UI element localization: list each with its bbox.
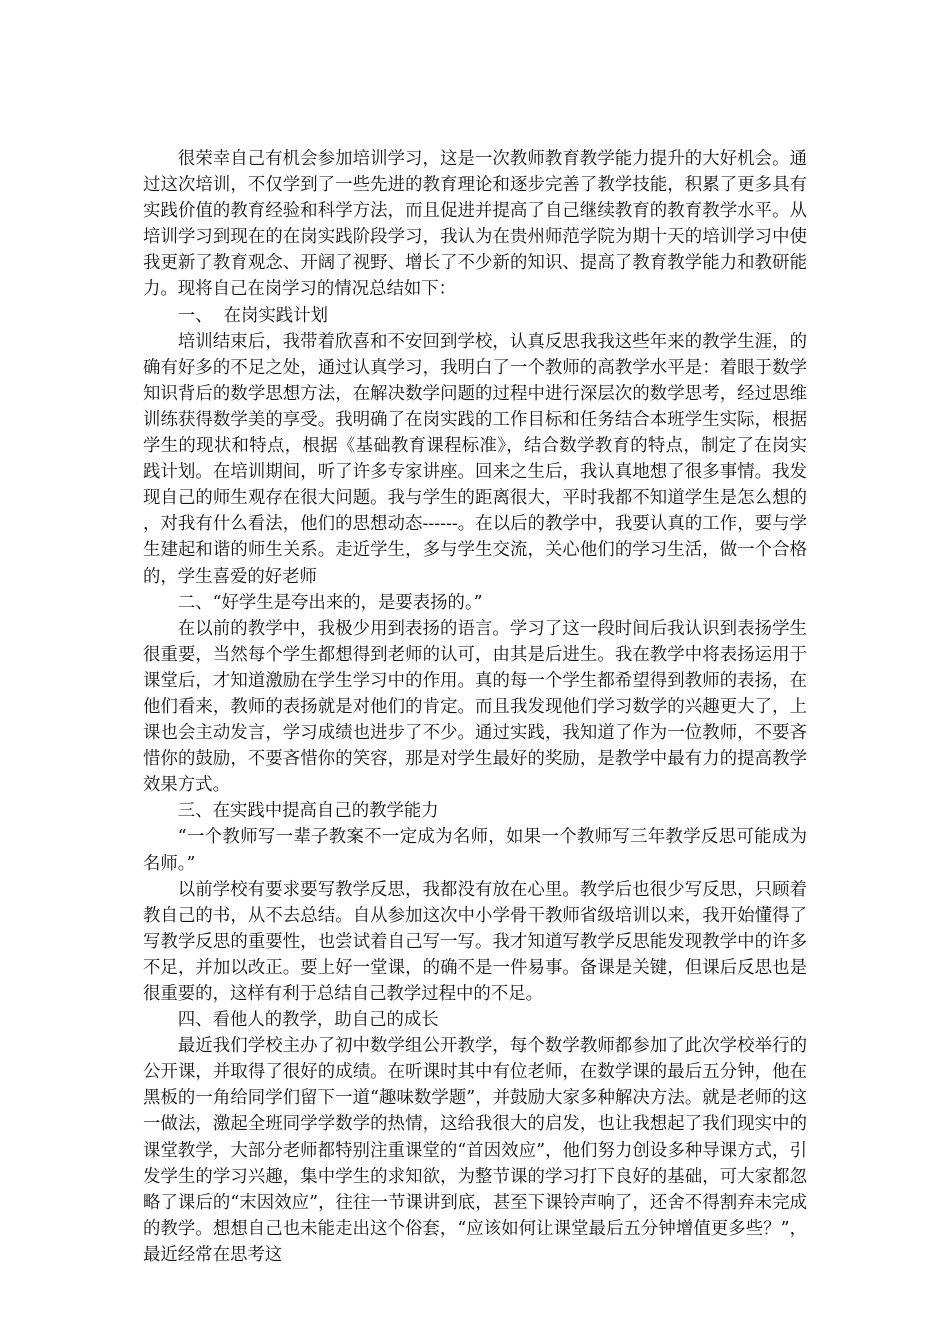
paragraph-section-1: 培训结束后，我带着欣喜和不安回到学校，认真反思我我这些年来的教学生涯，的确有好多的不足之处，通过认真学习，我明白了一个教师的高教学水平是：着眼于数学知识背后的数学思想方法，在解决数学问题的过程中进行深层次的数学思考，经过思维训练获得数学美的享受。我明确了在岗实践的工作目标和任务结合本班学生实际，根据学生的现状和特点，根据《基础教育课程标准》，结合数学教育的特点，制定了在岗实践计划。在培训期间，听了许多专家讲座。回来之生后，我认真地想了很多事情。我发现自己的师生观存在很大问题。我与学生的距离很大，平时我都不知道学生是怎么想的，对我有什么看法，他们的思想动态------。在以后的教学中，我要认真的工作，要与学生建起和谐的师生关系。走近学生，多与学生交流，关心他们的学习生活，做一个合格的，学生喜爱的好老师 <box>143 331 807 587</box>
quote-paragraph: “一个教师写一辈子教案不一定成为名师，如果一个教师写三年教学反思可能成为名师。” <box>143 827 807 874</box>
section-heading-2: 二、“好学生是夸出来的，是要表扬的。” <box>177 592 483 613</box>
section-heading-3: 三、在实践中提高自己的教学能力 <box>177 801 439 822</box>
paragraph-intro: 很荣幸自己有机会参加培训学习，这是一次教师教育教学能力提升的大好机会。通过这次培训，不仅学到了一些先进的教育理论和逐步完善了教学技能，积累了更多具有实践价值的教育经验和科学方法，而且促进并提高了自己继续教育的教育教学水平。从培训学习到现在的在岗实践阶段学习，我认为在贵州师范学院为期十天的培训学习中使我更新了教育观念、开阔了视野、增长了不少新的知识、提高了教育教学能力和教研能力。现将自己在岗学习的情况总结如下： <box>143 149 807 300</box>
document-body <box>143 146 807 1268</box>
section-heading-4: 四、看他人的教学，助自己的成长 <box>177 1010 439 1031</box>
paragraph-section-4: 最近我们学校主办了初中数学组公开教学，每个数学教师都参加了此次学校举行的公开课，并取得了很好的成绩。在听课时其中有位老师，在数学课的最后五分钟，他在黑板的一角给同学们留下一道“趣味数学题”，并鼓励大家多种解决方法。就是老师的这一做法，激起全班同学学数学的热情，这给我很大的启发，也让我想起了我们现实中的课堂教学，大部分老师都特别注重课堂的“首因效应”，他们努力创设多种导课方式，引发学生的学习兴趣，集中学生的求知欲，为整节课的学习打下良好的基础，可大家都忽略了课后的“末因效应”，往往一节课讲到底，甚至下课铃声响了，还舍不得割弃未完成的教学。想想自己也未能走出这个俗套，“应该如何让课堂最后五分钟增值更多些？”，最近经常在思考这 <box>143 1036 807 1265</box>
paragraph-section-2: 在以前的教学中，我极少用到表扬的语言。学习了这一段时间后我认识到表扬学生很重要，当然每个学生都想得到老师的认可，由其是后进生。我在教学中将表扬运用于课堂后，才知道激励在学生学习中的作用。真的每一个学生都希望得到教师的表扬，在他们看来，教师的表扬就是对他们的肯定。而且我发现他们学习数学的兴趣更大了，上课也会主动发言，学习成绩也进步了不少。通过实践，我知道了作为一位教师，不要吝惜你的鼓励，不要吝惜你的笑容，那是对学生最好的奖励，是教学中最有力的提高教学效果方式。 <box>143 618 807 796</box>
paragraph-section-3: 以前学校有要求要写教学反思，我都没有放在心里。教学后也很少写反思，只顾着教自己的书，从不去总结。自从参加这次中小学骨干教师省级培训以来，我开始懂得了写教学反思的重要性，也尝试着自己写一写。我才知道写教学反思能发现教学中的许多不足，并加以改正。要上好一堂课，的确不是一件易事。备课是关键，但课后反思也是很重要的，这样有利于总结自己教学过程中的不足。 <box>143 879 807 1004</box>
section-heading-1: 一、 在岗实践计划 <box>177 305 328 326</box>
